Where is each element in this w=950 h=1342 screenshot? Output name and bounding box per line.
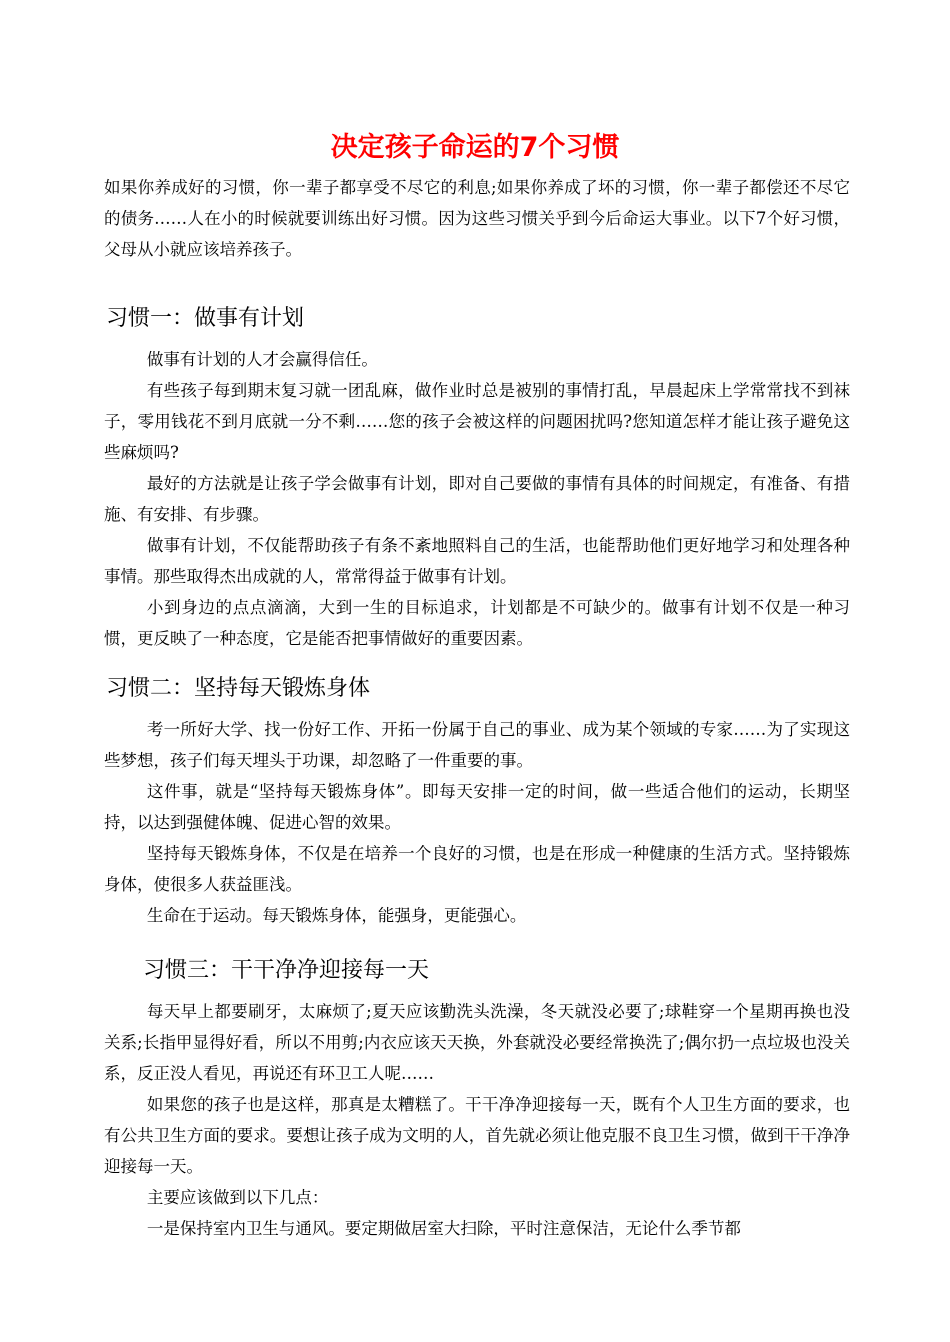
- intro-paragraph: 如果你养成好的习惯，你一辈子都享受不尽它的利息;如果你养成了坏的习惯，你一辈子都偿还不尽它的债务……人在小的时候就要训练出好习惯。因为这些习惯关乎到今后命运大事业。以下7个好习惯，父母从小就应该培养孩子。: [104, 178, 850, 259]
- paragraph: 坚持每天锻炼身体，不仅是在培养一个良好的习惯，也是在形成一种健康的生活方式。坚持锻炼身体，使很多人获益匪浅。: [104, 844, 850, 894]
- section-body-habit-1: [104, 344, 850, 654]
- paragraph: 做事有计划的人才会赢得信任。: [146, 350, 378, 369]
- section-heading-habit-3: 习惯三：干干净净迎接每一天: [143, 958, 430, 983]
- paragraph: 每天早上都要刷牙，太麻烦了;夏天应该勤洗头洗澡，冬天就没必要了;球鞋穿一个星期再换也没关系;长指甲显得好看，所以不用剪;内衣应该天天换，外套就没必要经常换洗了;偶尔扔一点垃圾也没关系，反正没人看见，再说还有环卫工人呢……: [104, 1002, 850, 1083]
- page-title: 决定孩子命运的7个习惯: [330, 132, 620, 163]
- paragraph: 主要应该做到以下几点：: [146, 1188, 329, 1207]
- section-body-habit-2: [104, 714, 850, 931]
- paragraph: 有些孩子每到期末复习就一团乱麻，做作业时总是被别的事情打乱，早晨起床上学常常找不到袜子，零用钱花不到月底就一分不剩……您的孩子会被这样的问题困扰吗?您知道怎样才能让孩子避免这些麻烦吗?: [104, 381, 850, 462]
- paragraph: 如果您的孩子也是这样，那真是太糟糕了。干干净净迎接每一天，既有个人卫生方面的要求，也有公共卫生方面的要求。要想让孩子成为文明的人，首先就必须让他克服不良卫生习惯，做到干干净净迎接每一天。: [104, 1095, 850, 1176]
- paragraph: 一是保持室内卫生与通风。要定期做居室大扫除，平时注意保洁，无论什么季节都: [146, 1219, 741, 1238]
- paragraph: 最好的方法就是让孩子学会做事有计划，即对自己要做的事情有具体的时间规定，有准备、有措施、有安排、有步骤。: [104, 474, 850, 524]
- section-body-habit-3: [104, 996, 850, 1244]
- paragraph: 小到身边的点点滴滴，大到一生的目标追求，计划都是不可缺少的。做事有计划不仅是一种习惯，更反映了一种态度，它是能否把事情做好的重要因素。: [104, 598, 850, 648]
- section-heading-habit-2: 习惯二：坚持每天锻炼身体: [106, 676, 371, 701]
- paragraph: 生命在于运动。每天锻炼身体，能强身，更能强心。: [146, 906, 527, 925]
- paragraph: 做事有计划，不仅能帮助孩子有条不紊地照料自己的生活，也能帮助他们更好地学习和处理各种事情。那些取得杰出成就的人，常常得益于做事有计划。: [104, 536, 850, 586]
- paragraph: 考一所好大学、找一份好工作、开拓一份属于自己的事业、成为某个领域的专家……为了实现这些梦想，孩子们每天埋头于功课，却忽略了一件重要的事。: [104, 720, 850, 770]
- paragraph: 这件事，就是“坚持每天锻炼身体”。即每天安排一定的时间，做一些适合他们的运动，长期坚持，以达到强健体魄、促进心智的效果。: [104, 782, 850, 832]
- section-heading-habit-1: 习惯一：做事有计划: [106, 306, 305, 331]
